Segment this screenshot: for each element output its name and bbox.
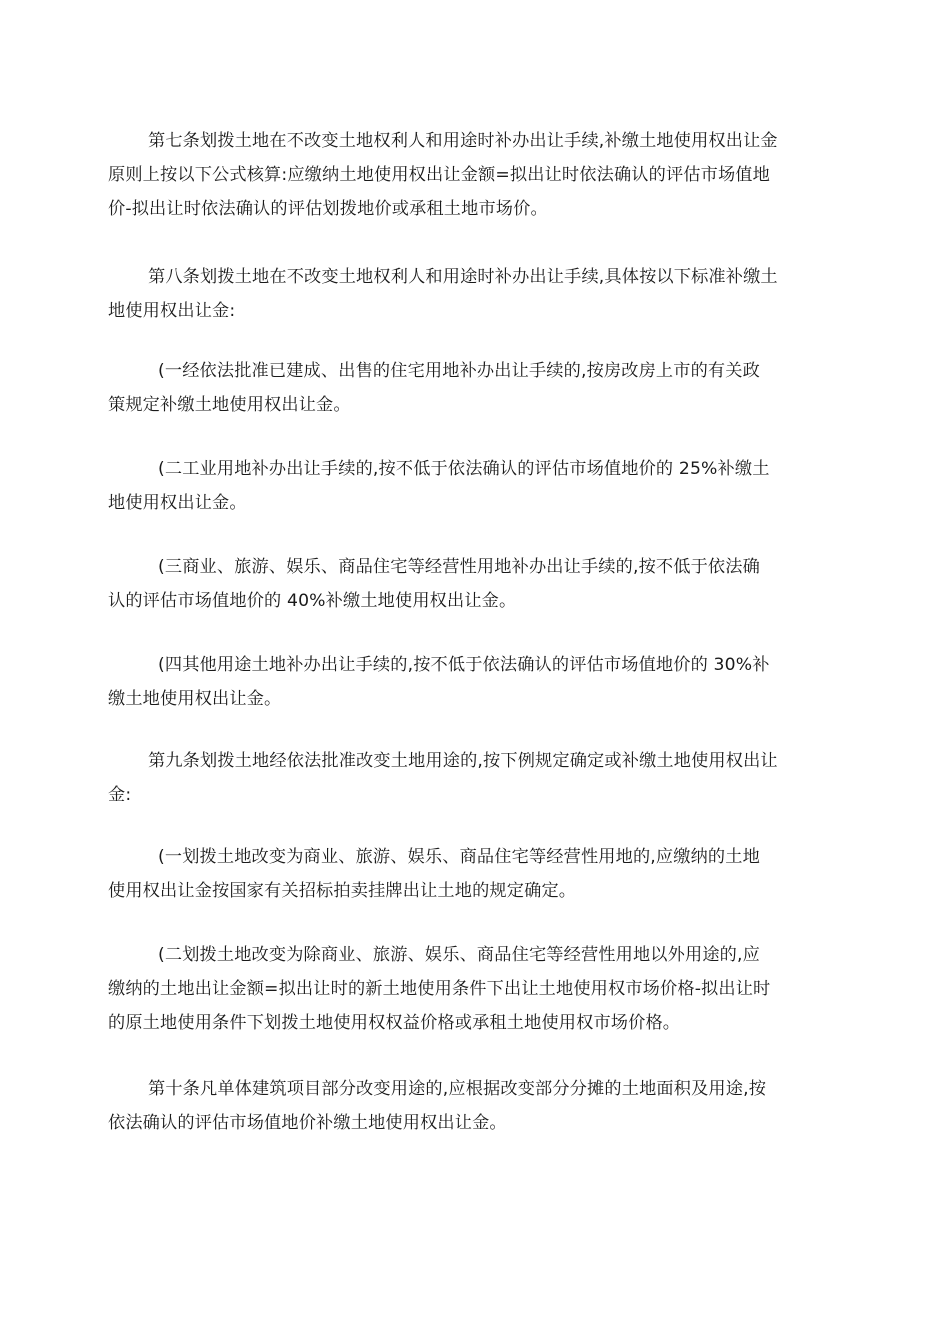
paragraph-article-8-item-4 xyxy=(108,648,848,716)
text-line: (二划拨土地改变为除商业、旅游、娱乐、商品住宅等经营性用地以外用途的,应 xyxy=(158,945,760,965)
paragraph-article-7 xyxy=(108,124,848,226)
text-line: 第八条划拨土地在不改变土地权利人和用途时补办出让手续,具体按以下标准补缴土 xyxy=(148,267,778,287)
text-line: 依法确认的评估市场值地价补缴土地使用权出让金。 xyxy=(108,1113,507,1133)
paragraph-article-9 xyxy=(108,744,848,812)
text-line: (二工业用地补办出让手续的,按不低于依法确认的评估市场值地价的 25%补缴土 xyxy=(158,459,770,479)
text-line: (一经依法批准已建成、出售的住宅用地补办出让手续的,按房改房上市的有关政 xyxy=(158,361,760,381)
text-line: 价-拟出让时依法确认的评估划拨地价或承租土地市场价。 xyxy=(108,199,548,219)
text-line: 第十条凡单体建筑项目部分改变用途的,应根据改变部分分摊的土地面积及用途,按 xyxy=(148,1079,767,1099)
paragraph-article-8-item-1 xyxy=(108,354,848,422)
text-line: (一划拨土地改变为商业、旅游、娱乐、商品住宅等经营性用地的,应缴纳的土地 xyxy=(158,847,760,867)
text-line: 地使用权出让金。 xyxy=(108,493,247,513)
text-line: 缴纳的土地出让金额=拟出让时的新土地使用条件下出让土地使用权市场价格-拟出让时 xyxy=(108,979,771,999)
text-line: 第九条划拨土地经依法批准改变土地用途的,按下例规定确定或补缴土地使用权出让 xyxy=(148,751,778,771)
paragraph-article-8-item-2 xyxy=(108,452,848,520)
text-line: 第七条划拨土地在不改变土地权利人和用途时补办出让手续,补缴土地使用权出让金 xyxy=(148,131,778,151)
text-line: 的原土地使用条件下划拨土地使用权权益价格或承租土地使用权市场价格。 xyxy=(108,1013,681,1033)
paragraph-article-8 xyxy=(108,260,848,328)
text-line: 缴土地使用权出让金。 xyxy=(108,689,282,709)
text-line: 原则上按以下公式核算:应缴纳土地使用权出让金额=拟出让时依法确认的评估市场值地 xyxy=(108,165,770,185)
text-line: 策规定补缴土地使用权出让金。 xyxy=(108,395,351,415)
paragraph-article-9-item-1 xyxy=(108,840,848,908)
text-line: 地使用权出让金: xyxy=(108,301,236,321)
text-line: 金: xyxy=(108,785,132,805)
paragraph-article-9-item-2 xyxy=(108,938,848,1040)
text-line: (三商业、旅游、娱乐、商品住宅等经营性用地补办出让手续的,按不低于依法确 xyxy=(158,557,760,577)
paragraph-article-10 xyxy=(108,1072,848,1140)
text-line: (四其他用途土地补办出让手续的,按不低于依法确认的评估市场值地价的 30%补 xyxy=(158,655,770,675)
text-line: 认的评估市场值地价的 40%补缴土地使用权出让金。 xyxy=(108,591,517,611)
text-line: 使用权出让金按国家有关招标拍卖挂牌出让土地的规定确定。 xyxy=(108,881,577,901)
paragraph-article-8-item-3 xyxy=(108,550,848,618)
